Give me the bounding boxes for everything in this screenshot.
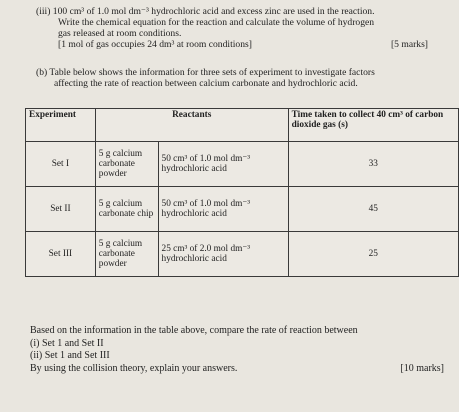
time-cell: 33 [288,142,458,187]
qb-line-1: (b) Table below shows the information for three sets of experiment to investigate factors [36,67,375,78]
q3-marks: [5 marks] [390,39,428,50]
question-b [36,67,446,89]
time-cell: 45 [288,187,458,232]
compare-line-2: (i) Set 1 and Set II [30,337,104,349]
header-reactants: Reactants [95,109,288,142]
q3-line-1: (iii) 100 cm³ of 1.0 mol dm⁻³ hydrochloric acid and excess zinc are used in the reaction. [36,6,375,17]
table-row [26,232,459,277]
q3-line-3: gas released at room conditions. [58,28,182,39]
compare-line-1: Based on the information in the table above, compare the rate of reaction between [30,325,358,336]
question-compare [30,325,450,375]
calcium-carbonate-cell: 5 g calcium carbonate chip [95,187,158,232]
acid-cell: 50 cm³ of 1.0 mol dm⁻³ hydrochloric acid [158,142,288,187]
table-row [26,187,459,232]
experiment-table [25,108,459,277]
question-iii [36,6,446,50]
compare-line-4: By using the collision theory, explain your answers. [30,362,238,374]
header-time: Time taken to collect 40 cm³ of carbon dioxide gas (s) [288,109,458,142]
compare-marks: [10 marks] [400,363,444,374]
calcium-carbonate-cell: 5 g calcium carbonate powder [95,142,158,187]
set-name: Set II [26,187,96,232]
time-cell: 25 [288,232,458,277]
header-experiment: Experiment [26,109,96,142]
table-row [26,142,459,187]
table-header-row [26,109,459,142]
acid-cell: 50 cm³ of 1.0 mol dm⁻³ hydrochloric acid [158,187,288,232]
compare-line-3: (ii) Set 1 and Set III [30,350,110,362]
acid-cell: 25 cm³ of 2.0 mol dm⁻³ hydrochloric acid [158,232,288,277]
set-name: Set III [26,232,96,277]
q3-line-2: Write the chemical equation for the reaction and calculate the volume of hydrogen [58,17,375,28]
set-name: Set I [26,142,96,187]
calcium-carbonate-cell: 5 g calcium carbonate powder [95,232,158,277]
q3-line-4: [1 mol of gas occupies 24 dm³ at room conditions] [58,39,252,50]
qb-line-2: affecting the rate of reaction between calcium carbonate and hydrochloric acid. [54,78,358,89]
